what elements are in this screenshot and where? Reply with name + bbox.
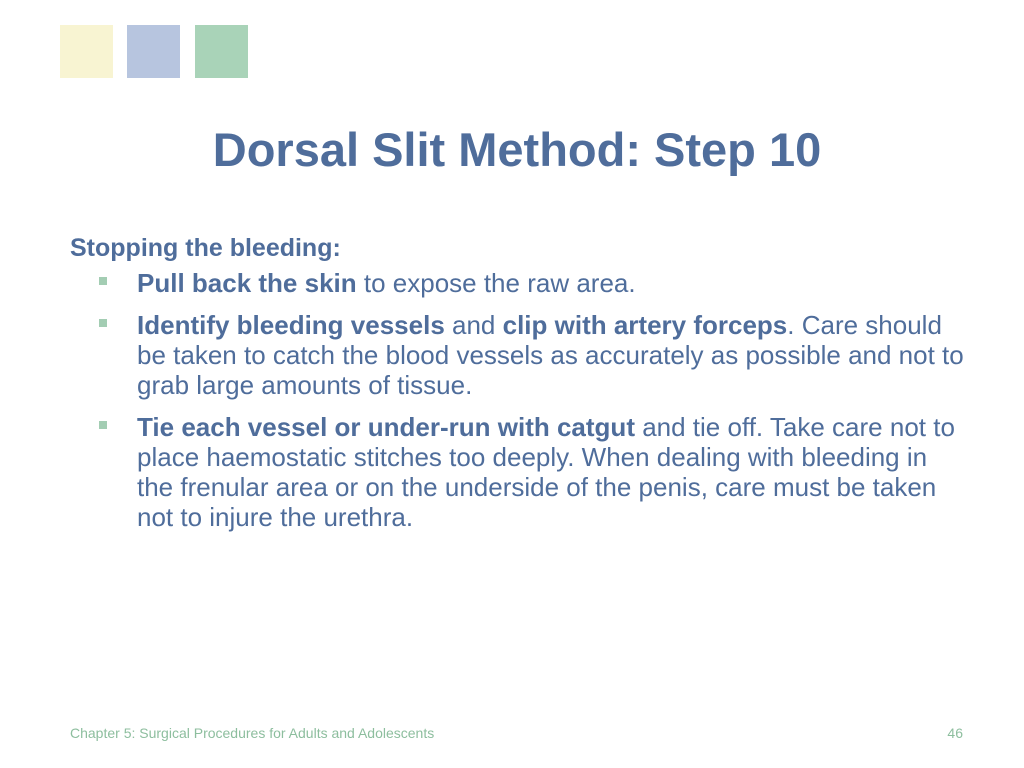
square-bullet-icon	[99, 277, 107, 285]
bullet-item	[70, 412, 970, 532]
bullet-emphasis: Pull back the skin	[137, 268, 357, 298]
slide-title: Dorsal Slit Method: Step 10	[212, 123, 822, 176]
decorative-square-green	[195, 25, 248, 78]
bullet-text: and	[444, 310, 503, 340]
bullet-emphasis: Identify bleeding vessels	[137, 310, 445, 340]
slide-body	[70, 231, 970, 544]
decorative-square-yellow	[60, 25, 113, 78]
decorative-square-blue	[127, 25, 180, 78]
bullet-text: . Care should be taken to catch the blood vessels as accurately as possible and not to grab large amounts of tissue.	[137, 310, 964, 400]
footer-chapter: Chapter 5: Surgical Procedures for Adults and Adolescents	[70, 725, 435, 741]
bullet-item	[70, 310, 970, 400]
bullet-emphasis: Tie each vessel or under-run with catgut	[137, 412, 635, 442]
lead-heading: Stopping the bleeding:	[70, 234, 341, 262]
bullet-item	[70, 268, 970, 298]
bullet-list	[70, 268, 970, 532]
square-bullet-icon	[99, 319, 107, 327]
bullet-text: to expose the raw area.	[356, 268, 636, 298]
bullet-emphasis: clip with artery forceps	[502, 310, 788, 340]
square-bullet-icon	[99, 421, 107, 429]
bullet-text: and tie off. Take care not to place haemostatic stitches too deeply. When dealing with bleeding in the frenular area or on the underside of the penis, care must be taken not to injure the urethra.	[137, 412, 955, 532]
footer-page-number: 46	[947, 725, 963, 741]
